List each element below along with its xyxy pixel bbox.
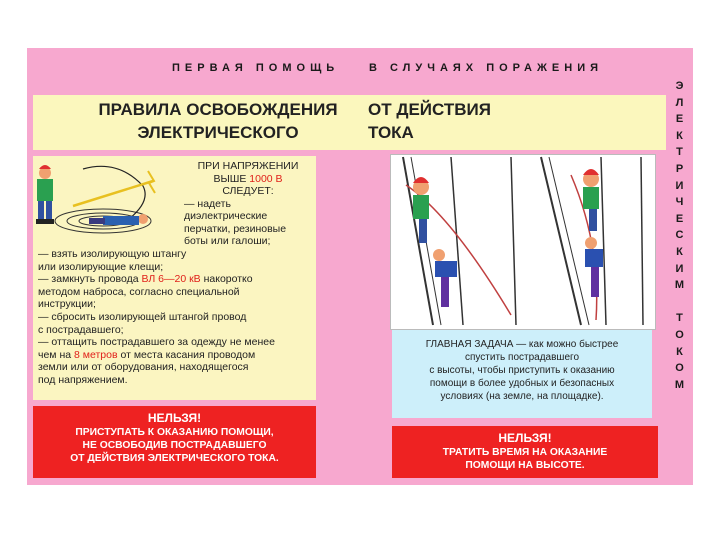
main-task-line: помощи в более удобных и безопасных xyxy=(429,378,615,389)
top-strip-left: ПЕРВАЯ ПОМОЩЬ xyxy=(172,62,340,74)
rule-text: методом наброса, согласно специальной xyxy=(38,285,240,298)
voltage-1000: 1000 В xyxy=(249,172,283,185)
rule-text: — замкнуть провода xyxy=(38,273,142,286)
main-task-line: условиях (на земле, на площадке). xyxy=(440,391,604,402)
side-strip-letter: Е xyxy=(675,113,684,126)
title-right-line: ТОКА xyxy=(368,123,414,142)
rule-highlight: ВЛ 6—20 кВ xyxy=(141,273,201,286)
rule-text: или изолирующие клещи; xyxy=(38,260,164,273)
title-left-line: ЭЛЕКТРИЧЕСКОГО xyxy=(137,123,299,142)
warning-heading: НЕЛЬЗЯ! xyxy=(498,431,552,445)
top-strip-right: В СЛУЧАЯХ ПОРАЖЕНИЯ xyxy=(369,62,604,74)
rule-line xyxy=(38,261,314,274)
title-right xyxy=(368,98,491,144)
condition-line xyxy=(184,173,312,186)
rule-line xyxy=(38,336,314,349)
title-left-line: ПРАВИЛА ОСВОБОЖДЕНИЯ xyxy=(98,100,338,119)
side-strip-letter: К xyxy=(676,245,683,258)
main-task-line: спустить пострадавшего xyxy=(465,352,579,363)
warning-left xyxy=(33,406,316,478)
rule-text: — оттащить пострадавшего за одежду не менее xyxy=(38,336,275,349)
side-strip xyxy=(666,78,693,478)
rescue-ground-illustration xyxy=(33,161,183,251)
side-strip-letter: Р xyxy=(675,162,684,175)
rule-line xyxy=(38,298,314,311)
rule-line xyxy=(38,311,314,324)
side-strip-letter: С xyxy=(675,229,684,242)
main-task-line: ГЛАВНАЯ ЗАДАЧА — как можно быстрее xyxy=(425,339,619,350)
rule-highlight: 8 метров xyxy=(74,348,118,361)
condition-item: боты или галоши; xyxy=(184,235,271,247)
rule-line xyxy=(38,374,314,387)
title-band xyxy=(33,95,666,150)
side-strip-letter: Т xyxy=(676,146,683,159)
side-strip-letter: М xyxy=(674,279,685,292)
main-task-box xyxy=(392,330,652,418)
main-task-line: с высоты, чтобы приступить к оказанию xyxy=(429,365,615,376)
poster xyxy=(27,48,693,485)
rescue-height-illustration xyxy=(390,154,656,330)
side-strip-letter: К xyxy=(676,345,683,358)
warning-right xyxy=(392,426,658,478)
rule-line xyxy=(38,248,314,261)
rule-text: чем на xyxy=(38,348,75,361)
rule-line xyxy=(38,349,314,362)
warning-line: ТРАТИТЬ ВРЕМЯ НА ОКАЗАНИЕ xyxy=(442,447,608,458)
side-strip-letter: О xyxy=(675,362,684,375)
title-right-line: ОТ ДЕЙСТВИЯ xyxy=(368,100,491,119)
rule-text: накоротко xyxy=(200,273,253,286)
rule-line xyxy=(38,273,314,286)
warning-line: ПОМОЩИ НА ВЫСОТЕ. xyxy=(465,460,585,471)
condition-item: диэлектрические xyxy=(184,210,268,222)
warning-heading: НЕЛЬЗЯ! xyxy=(147,411,202,425)
title-left xyxy=(93,98,343,144)
warning-line: ОТ ДЕЙСТВИЯ ЭЛЕКТРИЧЕСКОГО ТОКА. xyxy=(70,453,279,464)
side-strip-letter: И xyxy=(675,262,684,275)
warning-line: ПРИСТУПАТЬ К ОКАЗАНИЮ ПОМОЩИ, xyxy=(75,427,274,438)
rule-text: инструкции; xyxy=(38,298,96,311)
side-strip-letter: Е xyxy=(675,212,684,225)
condition-pre: ВЫШЕ xyxy=(213,172,250,185)
side-strip-letter: Л xyxy=(675,96,684,109)
rule-line xyxy=(38,324,314,337)
side-strip-letter: Т xyxy=(676,312,683,325)
condition-item: — надеть xyxy=(184,197,231,210)
rule-text: с пострадавшего; xyxy=(38,323,124,336)
condition-item: перчатки, резиновые xyxy=(184,222,287,235)
side-strip-letter xyxy=(666,294,693,311)
rule-text: под напряжением. xyxy=(38,373,128,386)
rules-list xyxy=(38,248,314,387)
rule-line xyxy=(38,286,314,299)
condition-line: ПРИ НАПРЯЖЕНИИ xyxy=(197,160,299,172)
rule-text: земли или от оборудования, находящегося xyxy=(38,361,249,374)
side-strip-letter: Э xyxy=(675,80,684,92)
left-panel xyxy=(33,156,316,400)
side-strip-letter: Ч xyxy=(675,196,684,209)
side-strip-letter: И xyxy=(675,179,684,192)
side-strip-letter: К xyxy=(676,129,683,142)
side-strip-letter: М xyxy=(674,378,685,391)
condition-text xyxy=(184,160,312,248)
rule-text: — сбросить изолирующей штангой провод xyxy=(38,310,247,323)
top-strip xyxy=(27,48,666,88)
side-strip-letter: О xyxy=(675,328,684,341)
rule-text: — взять изолирующую штангу xyxy=(38,248,187,260)
condition-line: СЛЕДУЕТ: xyxy=(222,185,274,197)
rule-line xyxy=(38,361,314,374)
rule-text: от места касания проводом xyxy=(117,348,256,361)
warning-line: НЕ ОСВОБОДИВ ПОСТРАДАВШЕГО xyxy=(82,440,267,451)
